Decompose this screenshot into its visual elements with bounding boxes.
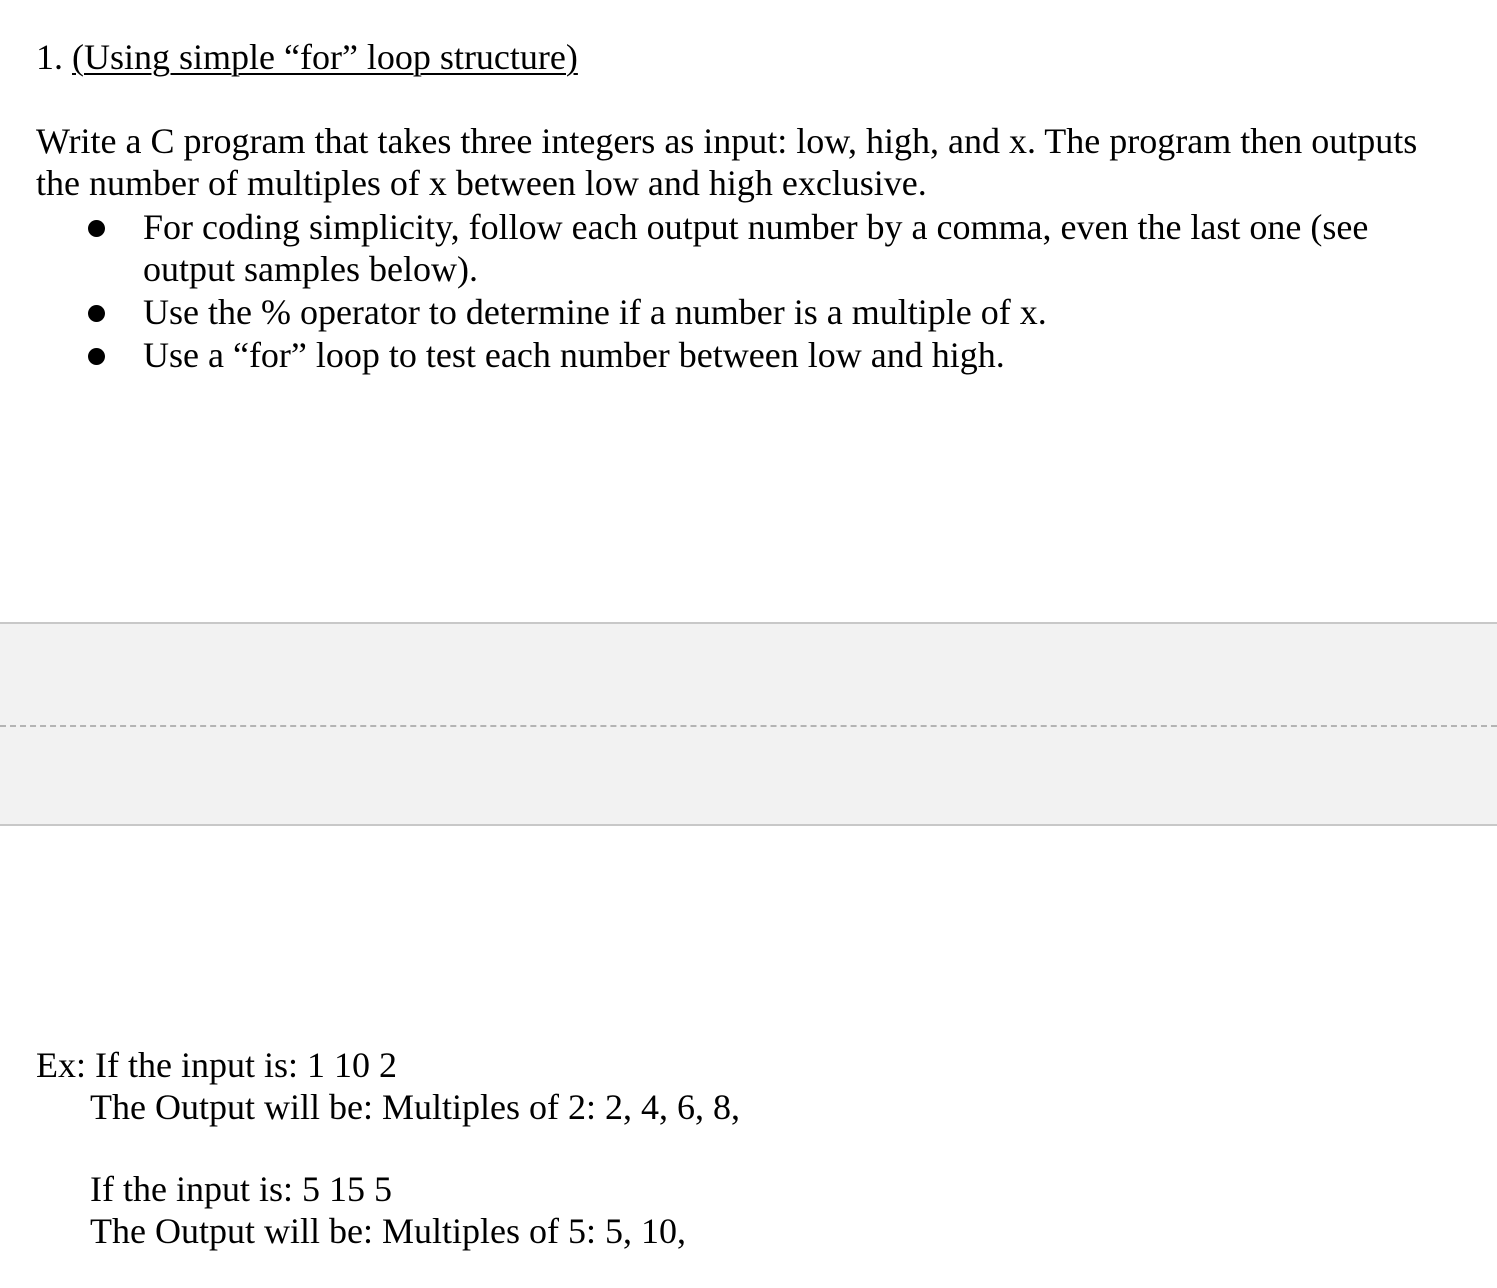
question-heading bbox=[36, 36, 578, 78]
question-title: (Using simple “for” loop structure) bbox=[72, 37, 578, 77]
intro-line-1: Write a C program that takes three integers as input: low, high, and x. The program then outputs bbox=[36, 121, 1418, 161]
answer-area[interactable] bbox=[0, 622, 1497, 826]
example-2-input: If the input is: 5 15 5 bbox=[90, 1169, 392, 1209]
bullet-text: Use the % operator to determine if a number is a multiple of x. bbox=[143, 292, 1047, 332]
example-1-output: The Output will be: Multiples of 2: 2, 4, 6, 8, bbox=[90, 1087, 740, 1127]
bullet-text-line-2: output samples below). bbox=[143, 249, 478, 289]
bullet-text: Use a “for” loop to test each number between low and high. bbox=[143, 335, 1005, 375]
question-number: 1. bbox=[36, 37, 63, 77]
bullet-icon bbox=[88, 220, 105, 237]
intro-line-2: the number of multiples of x between low and high exclusive. bbox=[36, 163, 927, 203]
bullet-icon bbox=[88, 305, 105, 322]
dashed-divider bbox=[0, 725, 1497, 727]
example-1-input: Ex: If the input is: 1 10 2 bbox=[36, 1045, 397, 1085]
bullet-text-line-1: For coding simplicity, follow each output number by a comma, even the last one (see bbox=[143, 207, 1369, 247]
example-2-output: The Output will be: Multiples of 5: 5, 10, bbox=[90, 1211, 686, 1251]
bullet-icon bbox=[88, 348, 105, 365]
